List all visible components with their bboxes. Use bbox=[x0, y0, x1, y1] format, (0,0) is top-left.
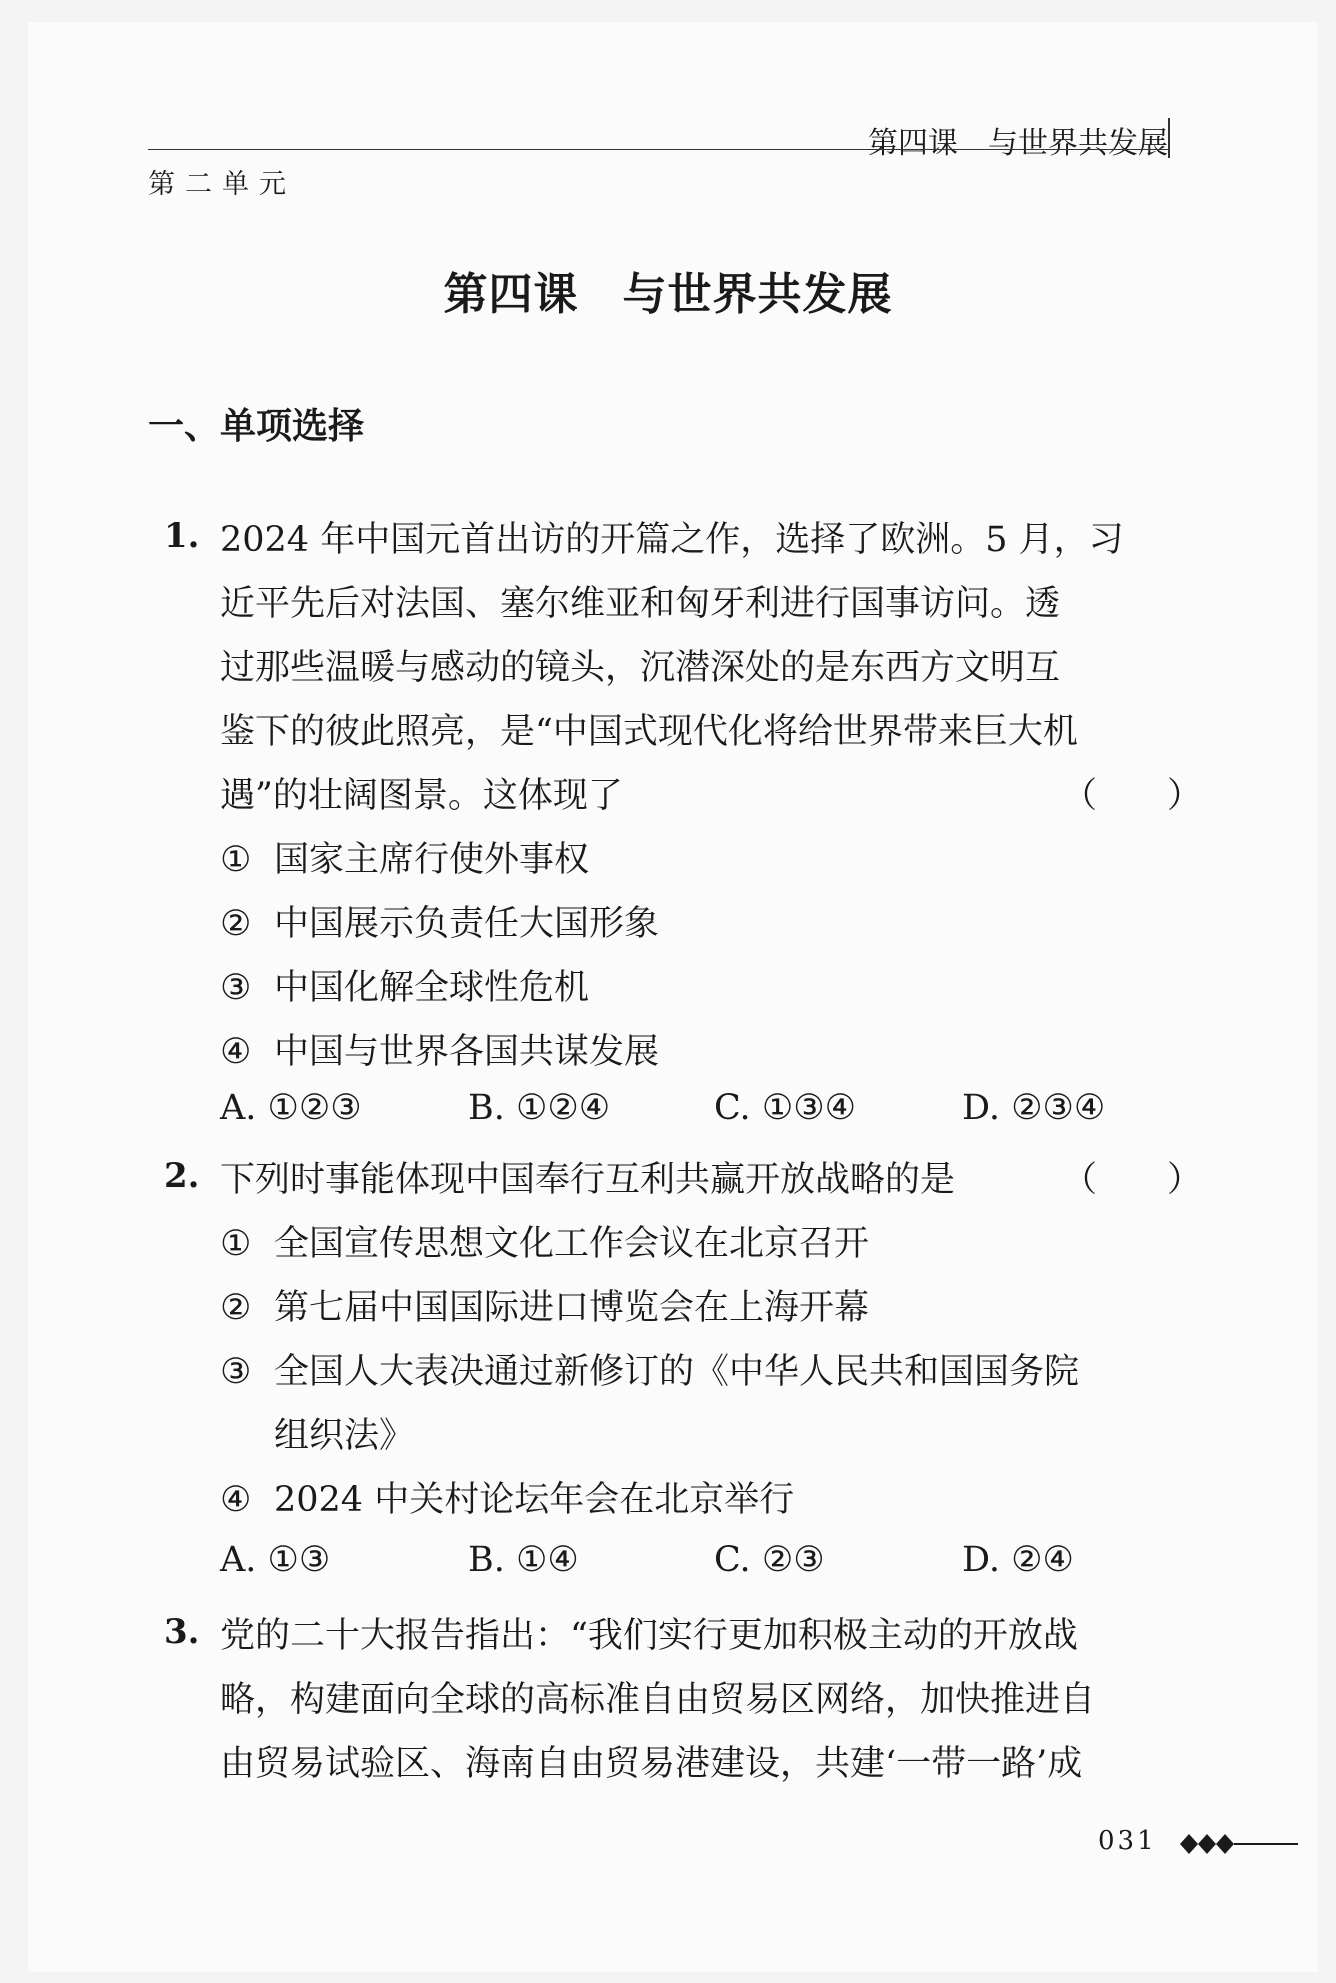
option-item bbox=[220, 960, 589, 1010]
choice-a bbox=[220, 1088, 362, 1128]
choice-label: C. bbox=[714, 1540, 751, 1580]
choice-label: A. bbox=[220, 1088, 257, 1128]
option-text: 全国人大表决通过新修订的《中华人民共和国国务院 bbox=[274, 1352, 1080, 1392]
question-text-line: 下列时事能体现中国奉行互利共赢开放战略的是 bbox=[220, 1160, 956, 1200]
choice-b bbox=[468, 1540, 579, 1580]
choice-label: A. bbox=[220, 1540, 257, 1580]
option-text: 国家主席行使外事权 bbox=[274, 840, 590, 880]
question-text-line: 由贸易试验区、海南自由贸易港建设，共建‘一带一路’成 bbox=[220, 1744, 1083, 1784]
choice-value: ②④ bbox=[1011, 1540, 1074, 1580]
choice-value: ①③④ bbox=[761, 1088, 856, 1128]
lesson-number: 第四课 bbox=[443, 269, 579, 320]
option-mark: ④ bbox=[220, 1480, 252, 1520]
choice-label: B. bbox=[468, 1088, 505, 1128]
lesson-topic: 与世界共发展 bbox=[622, 269, 893, 320]
option-text: 第七届中国国际进口博览会在上海开幕 bbox=[274, 1288, 870, 1328]
question-number: 1. bbox=[164, 516, 200, 556]
choice-label: B. bbox=[468, 1540, 505, 1580]
choice-value: ①④ bbox=[516, 1540, 579, 1580]
option-text: 组织法》 bbox=[274, 1416, 415, 1456]
choice-label: D. bbox=[962, 1088, 1000, 1128]
option-item bbox=[220, 1472, 794, 1522]
question-number: 2. bbox=[164, 1156, 200, 1196]
diamond-ornament-icon bbox=[1180, 1830, 1300, 1864]
unit-label: 第二单元 bbox=[148, 169, 296, 200]
option-mark: ① bbox=[220, 1224, 252, 1264]
option-item bbox=[220, 896, 659, 946]
choice-c bbox=[714, 1540, 825, 1580]
question-text-line: 过那些温暖与感动的镜头，沉潜深处的是东西方文明互 bbox=[220, 648, 1061, 688]
question-text-line: 近平先后对法国、塞尔维亚和匈牙利进行国事访问。透 bbox=[220, 584, 1061, 624]
option-item bbox=[220, 1408, 414, 1458]
choice-label: D. bbox=[962, 1540, 1000, 1580]
option-mark: ① bbox=[220, 840, 252, 880]
choice-a bbox=[220, 1540, 330, 1580]
option-mark: ② bbox=[220, 904, 252, 944]
choice-value: ②③ bbox=[761, 1540, 825, 1580]
question-text-line: 遇”的壮阔图景。这体现了 bbox=[220, 776, 623, 816]
question-text-line: 党的二十大报告指出：“我们实行更加积极主动的开放战 bbox=[220, 1616, 1078, 1656]
question-text-line: 2024 年中国元首出访的开篇之作，选择了欧洲。5 月，习 bbox=[220, 520, 1124, 560]
choice-value: ①②④ bbox=[516, 1088, 611, 1128]
option-text: 中国展示负责任大国形象 bbox=[274, 904, 660, 944]
choice-d bbox=[962, 1088, 1105, 1128]
page-number: 031 bbox=[1098, 1826, 1157, 1856]
option-mark: ③ bbox=[220, 1352, 252, 1392]
section-heading: 一、单项选择 bbox=[148, 406, 365, 447]
answer-bracket: （ ） bbox=[1062, 776, 1203, 816]
choice-b bbox=[468, 1088, 610, 1128]
answer-bracket: （ ） bbox=[1062, 1160, 1203, 1200]
choice-d bbox=[962, 1540, 1074, 1580]
choice-label: C. bbox=[714, 1088, 751, 1128]
option-item bbox=[220, 1024, 659, 1074]
choice-value: ①③ bbox=[267, 1540, 331, 1580]
option-item bbox=[220, 1280, 869, 1330]
option-text: 中国化解全球性危机 bbox=[274, 968, 590, 1008]
choice-c bbox=[714, 1088, 856, 1128]
option-item bbox=[220, 832, 589, 882]
question-text-line: 鉴下的彼此照亮，是“中国式现代化将给世界带来巨大机 bbox=[220, 712, 1078, 752]
running-header-bar bbox=[1168, 118, 1170, 158]
option-item bbox=[220, 1344, 1079, 1394]
option-text: 中国与世界各国共谋发展 bbox=[274, 1032, 660, 1072]
choice-value: ①②③ bbox=[267, 1088, 362, 1128]
option-mark: ③ bbox=[220, 968, 252, 1008]
running-header-title: 第四课 与世界共发展 bbox=[868, 126, 1168, 161]
lesson-title bbox=[0, 258, 1336, 322]
option-mark: ② bbox=[220, 1288, 252, 1328]
question-text-line: 略，构建面向全球的高标准自由贸易区网络，加快推进自 bbox=[220, 1680, 1096, 1720]
option-text: 全国宣传思想文化工作会议在北京召开 bbox=[274, 1224, 870, 1264]
option-mark: ④ bbox=[220, 1032, 252, 1072]
question-number: 3. bbox=[164, 1612, 200, 1652]
choice-value: ②③④ bbox=[1011, 1088, 1106, 1128]
option-text: 2024 中关村论坛年会在北京举行 bbox=[274, 1480, 795, 1520]
running-header-rule bbox=[148, 148, 1170, 150]
option-item bbox=[220, 1216, 869, 1266]
